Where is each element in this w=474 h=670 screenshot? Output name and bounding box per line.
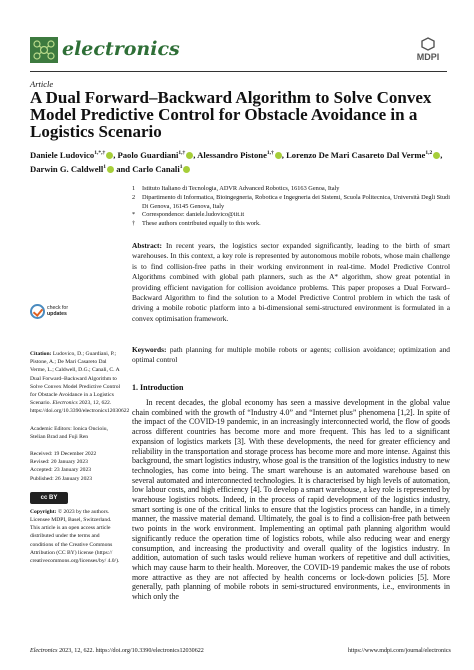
author[interactable]: Carlo Canali$^1$ [132, 164, 190, 174]
check-line1: check for [47, 305, 69, 311]
author[interactable]: Alessandro Pistone$^{1,\dagger}$ [197, 150, 282, 160]
check-for-updates-icon [30, 304, 45, 319]
orcid-icon[interactable] [275, 152, 282, 159]
keywords [132, 345, 450, 366]
publisher-logo-icon [409, 36, 447, 62]
abstract-label: Abstract: [132, 241, 162, 250]
cc-by-license-icon[interactable]: cc BY [30, 492, 68, 504]
author[interactable]: Darwin G. Caldwell$^1$ [30, 164, 114, 174]
author[interactable]: Lorenzo De Mari Casareto Dal Verme$^{1,2}$ [286, 150, 440, 160]
dates: Received: 19 December 2022 Revised: 20 January 2023 Accepted: 23 January 2023 Published: 26 January 2023 [30, 451, 97, 482]
header-divider [30, 71, 447, 72]
keywords-label: Keywords: [132, 345, 167, 354]
affiliations [132, 185, 450, 229]
academic-editors: Academic Editors: Ionica Oncioiu, Stelian Brad and Fuji Ren [30, 425, 108, 440]
author-list: Daniele Ludovico$^{1,*,\dagger}$ , Paolo Guardiani$^{1,\dagger}$ , Alessandro Pistone$^{1,\dagger}$ , Lorenzo De Mari Casareto Dal Verme$^{1,2}$ , Darwin G. Caldwell$^1$ and Carlo Canali$^1$ [30, 149, 443, 174]
copyright: Copyright: © 2023 by the authors. Licensee MDPI, Basel, Switzerland. This article is an open access article distributed under the terms and conditions of the Creative Commons Attribution (CC BY) license (https:// creativecommons.org/licenses/by/ 4.0/). [30, 508, 120, 565]
intro-paragraph: In recent decades, the global economy has seen a massive development in the global value chain combined with the growth of “Industry 4.0” and “Internet plus” phenomena [1,2]. In spite of the impact of the COVID-19 pandemic, in an increasingly interconnected world, the flow of goods across different countries has become more and more frequent. This has led to a significant expansion of logistics markets [3]. With these developments, the need for greater efficiency and reliability in the transportation and storage process has become more and more intense. Against this background, the smart logistics industry, whose goal is the transition of the logistics industry to new technologies, has come into being. The smart warehouse is an automated warehouse based on several automated and interconnected technologies. It is characterised by high levels of automation, low labour costs, and high efficiency [4]. To develop a smart warehouse, a key role is represented by warehouse logistics robots. Indeed, in the process of rapid development of the logistics industry, smart sorting is one of the critical links to ensure that the logistics process can handle, in a timely manner, the massive material demand. Ultimately, the goal is to find a collision-free path between two points in the work environment. Implementing an optimal path planning algorithm would significantly reduce the operation time of logistics robots, while also reducing wear and energy consumption, and increasing the productivity and overall quality of the logistics industry. In addition, automation of such tasks would relieve human workers of repetitive and dull activities, which may cause harm to their health. Moreover, the COVID-19 pandemic makes the use of robots more attractive as they are not affected by health concerns or lock-down policies [5]. More generally, path planning of mobile robots in semi-structured environments, i.e., environments in which only the [132, 398, 450, 602]
page-title: A Dual Forward–Backward Algorithm to Solve Convex Model Predictive Control for Obstacle Avoidance in a Logistics Scenario [30, 88, 432, 141]
orcid-icon[interactable] [433, 152, 440, 159]
correspondence[interactable]: * Correspondence: daniele.ludovico@iit.it [132, 211, 245, 219]
svg-text:MDPI: MDPI [416, 52, 440, 62]
affiliation-item: 1 Istituto Italiano di Tecnologia, ADVR Advanced Robotics, 16163 Genoa, Italy [132, 185, 340, 192]
footer-citation[interactable]: Electronics 2023, 12, 622. https://doi.org/10.3390/electronics12030622 [30, 648, 204, 654]
check-line2: updates [47, 311, 67, 317]
orcid-icon[interactable] [107, 166, 114, 173]
article-info-sidebar [30, 350, 130, 574]
orcid-icon[interactable] [186, 152, 193, 159]
section-heading: 1. Introduction [132, 383, 184, 392]
equal-contribution-note: † These authors contributed equally to this work. [132, 220, 261, 228]
citation: Citation: Ludovico, D.; Guardiani, P.; Pistone, A.; De Mari Casareto Dal Verme, L.; Caldwell, D.G.; Canali, C. A Dual Forward–Backward Algorithm to Solve Convex Model Predictive Control for Obstacle Avoidance in a Logistics Scenario. Electronics 2023, 12, 622. https://doi.org/10.3390/electronics12030622 [30, 351, 130, 415]
affiliation-item: 2 Dipartimento di Informatica, Bioingegneria, Robotica e Ingegneria dei Sistemi, Scuola Politecnica, Università Degli Studi Di Genova, 16145 Genova, Italy [132, 193, 450, 210]
keywords-text: path planning for multiple mobile robots or agents; collision avoidance; optimization and optimal control [132, 345, 450, 365]
orcid-icon[interactable] [183, 166, 190, 173]
journal-logo-icon [30, 37, 58, 63]
author[interactable]: Paolo Guardiani$^{1,\dagger}$ [118, 150, 194, 160]
footer-journal-url[interactable]: https://www.mdpi.com/journal/electronics [348, 648, 451, 654]
abstract-text: In recent years, the logistics sector expanded significantly, leading to the birth of smart warehouses. In this context, a key role is represented by autonomous mobile robots, whose main challenge is to find collision-free paths in their working environment in real-time. Model Predictive Control Algorithms combined with global path planners, such as the A* algorithm, show great potential in providing efficient navigation for collision avoidance problems. This paper proposes a Dual Forward–Backward Algorithm to find the solution to a Model Predictive Control problem in which the task of driving a mobile robotic platform into a bi-dimensional semi-structured environment is formulated in a convex optimisation framework. [132, 241, 450, 323]
journal-name: electronics [62, 38, 180, 60]
article-type: Article [30, 79, 54, 89]
orcid-icon[interactable] [106, 152, 113, 159]
check-for-updates-button[interactable] [30, 304, 76, 324]
author[interactable]: Daniele Ludovico$^{1,*,\dagger}$ [30, 150, 113, 160]
abstract [132, 241, 450, 324]
doi-link[interactable]: 2023, 12, 622. https://doi.org/10.3390/electronics12030622 [30, 400, 130, 415]
